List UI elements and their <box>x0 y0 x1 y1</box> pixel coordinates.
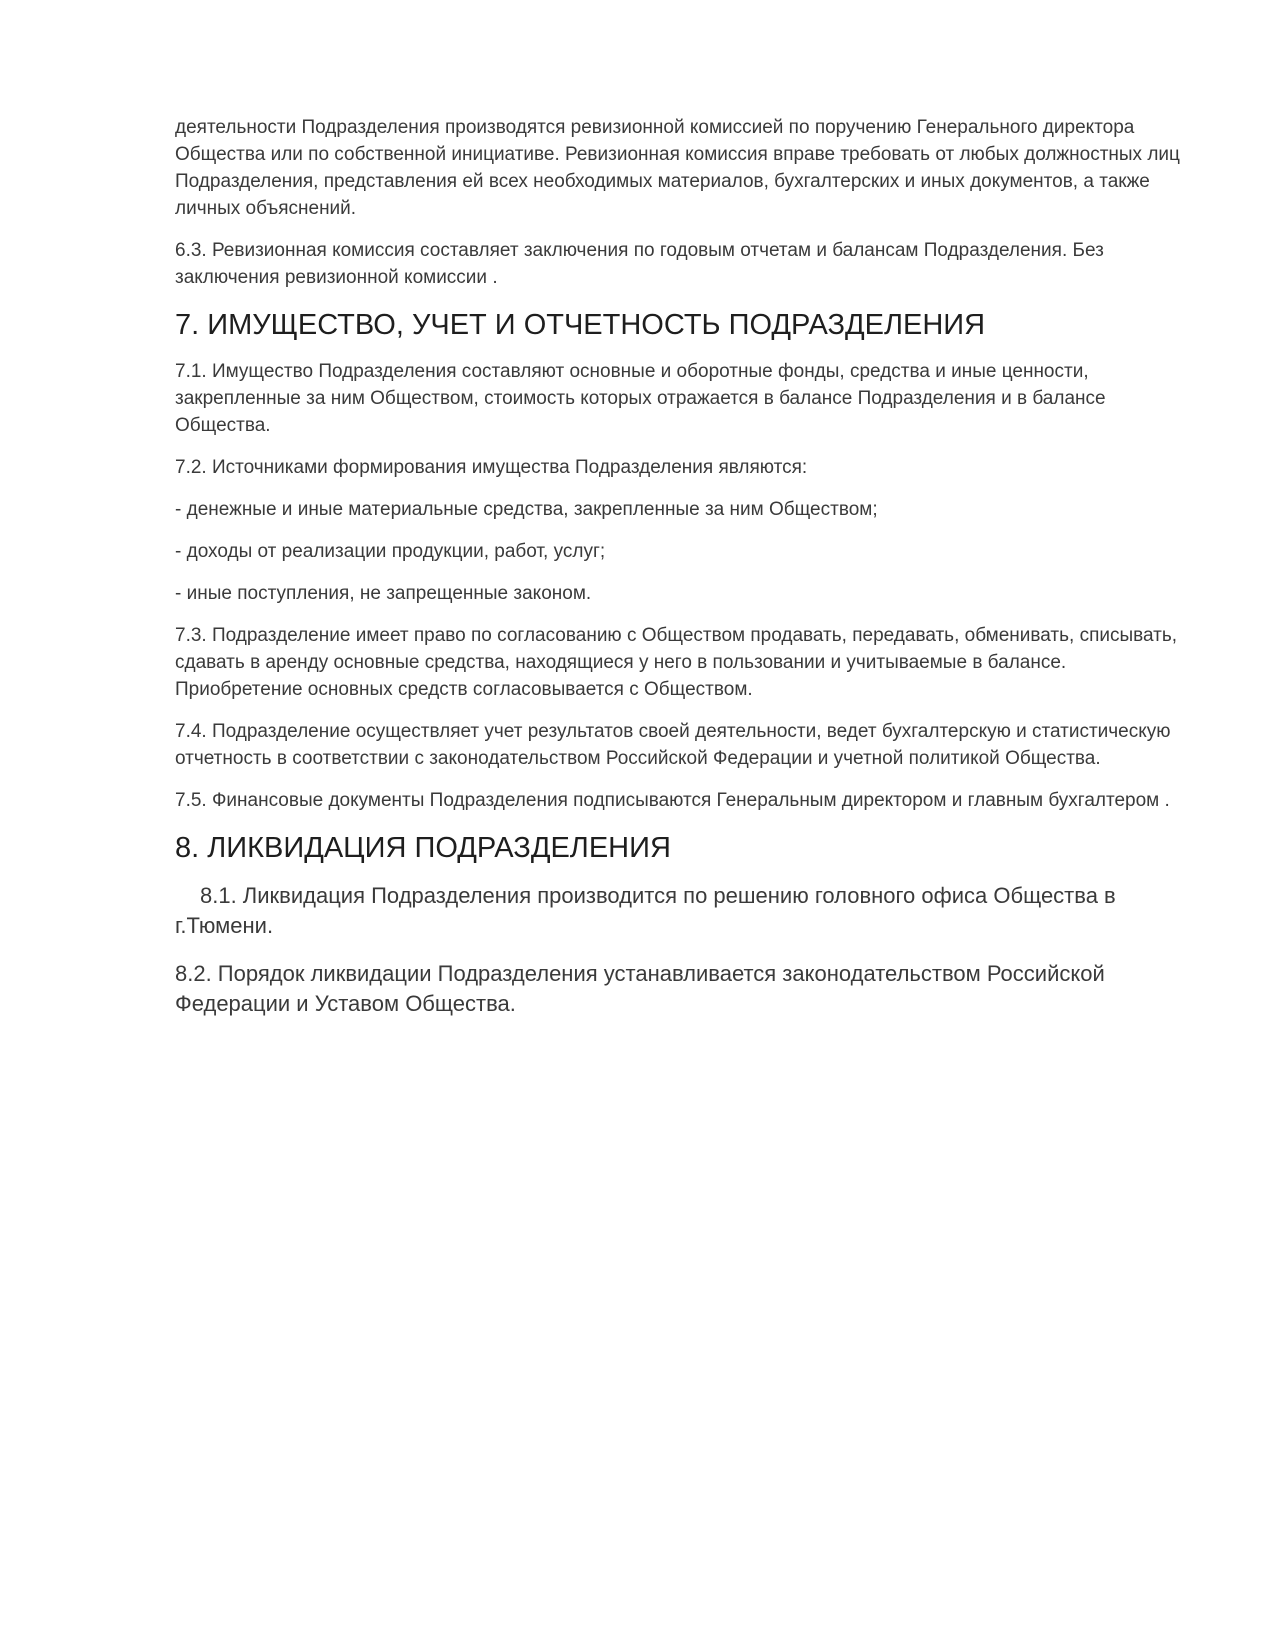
paragraph-7-5: 7.5. Финансовые документы Подразделения подписываются Генеральным директором и главным бухгалтером . <box>175 790 1170 811</box>
paragraph-7-4: 7.4. Подразделение осуществляет учет результатов своей деятельности, ведет бухгалтерскую и статистическую отчетность в соответствии с законодательством Российской Федерации и учетной политикой Общества. <box>175 721 1171 769</box>
paragraph-7-2: 7.2. Источниками формирования имущества Подразделения являются: <box>175 457 808 478</box>
section-8-heading: 8. ЛИКВИДАЦИЯ ПОДРАЗДЕЛЕНИЯ <box>175 832 671 864</box>
paragraph-6-2-continued: деятельности Подразделения производятся ревизионной комиссией по поручению Генерального директора Общества или по собственной инициативе. Ревизионная комиссия вправе требовать от любых должностных лиц Подразделения, представления ей всех необходимых материалов, бухгалтерских и иных документов, а также личных объяснений. <box>175 117 1180 219</box>
section-7-heading: 7. ИМУЩЕСТВО, УЧЕТ И ОТЧЕТНОСТЬ ПОДРАЗДЕЛЕНИЯ <box>175 309 986 341</box>
list-item: - иные поступления, не запрещенные законом. <box>175 583 592 604</box>
document-page <box>175 114 1185 1037</box>
paragraph-7-3: 7.3. Подразделение имеет право по согласованию с Обществом продавать, передавать, обменивать, списывать, сдавать в аренду основные средства, находящиеся у него в пользовании и учитываемые в балансе. Приобретение основных средств согласовывается с Обществом. <box>175 625 1178 700</box>
list-item: - денежные и иные материальные средства, закрепленные за ним Обществом; <box>175 499 878 520</box>
list-item: - доходы от реализации продукции, работ, услуг; <box>175 541 606 562</box>
paragraph-8-1: 8.1. Ликвидация Подразделения производится по решению головного офиса Общества в г.Тюмени. <box>175 883 1116 938</box>
paragraph-8-2: 8.2. Порядок ликвидации Подразделения устанавливается законодательством Российской Федерации и Уставом Общества. <box>175 961 1105 1016</box>
paragraph-7-1: 7.1. Имущество Подразделения составляют основные и оборотные фонды, средства и иные ценности, закрепленные за ним Обществом, стоимость которых отражается в балансе Подразделения и в балансе Общества. <box>175 361 1106 436</box>
paragraph-6-3: 6.3. Ревизионная комиссия составляет заключения по годовым отчетам и балансам Подразделения. Без заключения ревизионной комиссии . <box>175 240 1104 288</box>
